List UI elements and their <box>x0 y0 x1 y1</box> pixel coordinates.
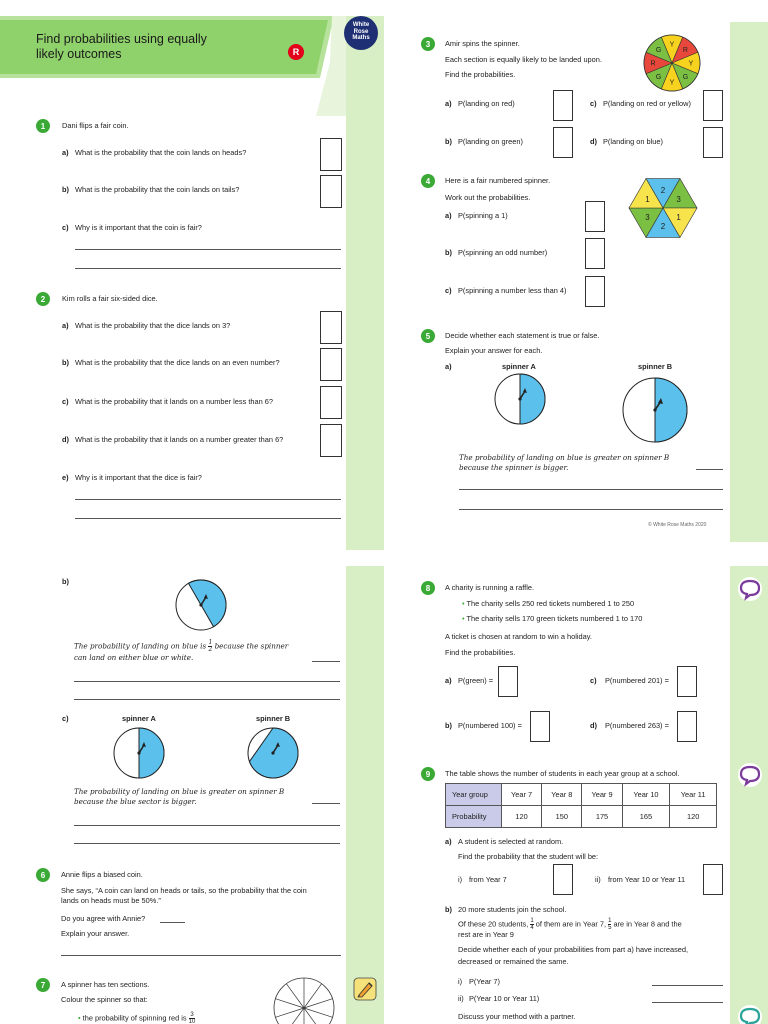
spinner-sector-label: R <box>650 60 656 68</box>
hex-sector-label: 1 <box>645 195 650 204</box>
hexagonal-spinner <box>626 176 700 240</box>
q6-agree-answer-line[interactable] <box>160 922 185 923</box>
q4b-label: b) <box>445 248 452 257</box>
q9b-i-label: i) <box>458 977 463 986</box>
spinner-b-half-blue <box>621 376 689 444</box>
table-cell: Year 10 <box>622 784 670 806</box>
table-cell: Year 11 <box>670 784 717 806</box>
spinner-a-label-c: spinner A <box>122 714 156 723</box>
q6-agree: Do you agree with Annie? <box>61 914 146 923</box>
q3-stem-1: Amir spins the spinner. <box>445 39 520 48</box>
q3b-label: b) <box>445 137 452 146</box>
q2c-text: What is the probability that it lands on a number less than 6? <box>75 397 274 406</box>
q5a-true-false-line[interactable] <box>696 469 723 470</box>
q9b-i-text: P(Year 7) <box>469 977 500 986</box>
eight-section-spinner <box>642 33 702 93</box>
three-tenths-fraction: $\frac{3}{10}$ <box>188 1012 196 1024</box>
q8b-answer-box[interactable] <box>530 711 550 742</box>
q2-stem: Kim rolls a fair six-sided dice. <box>62 294 158 303</box>
hex-sector-label: 3 <box>645 213 650 222</box>
half-fraction: $\frac{1}{2}$ <box>208 639 213 653</box>
q2e-answer-line[interactable] <box>75 499 341 500</box>
page-margin-strip <box>346 566 384 1024</box>
q3d-answer-box[interactable] <box>703 127 723 158</box>
q5-stem-2: Explain your answer for each. <box>445 346 543 355</box>
q2b-label: b) <box>62 358 69 367</box>
q5-stem-1: Decide whether each statement is true or false. <box>445 331 600 340</box>
q4c-label: c) <box>445 286 452 295</box>
q2c-answer-box[interactable] <box>320 386 342 419</box>
speech-bubble-icon <box>737 1004 763 1024</box>
q1b-label: b) <box>62 185 69 194</box>
q3-stem-3: Find the probabilities. <box>445 70 516 79</box>
hex-sector-label: 3 <box>676 195 681 204</box>
q9a-ii-label: ii) <box>595 875 601 884</box>
q5b-label: b) <box>62 577 69 586</box>
q3d-text: P(landing on blue) <box>603 137 663 146</box>
q8a-answer-box[interactable] <box>498 666 518 697</box>
q5c-answer-line[interactable] <box>74 825 340 826</box>
q5a-label: a) <box>445 362 452 371</box>
q9a-i-answer-box[interactable] <box>553 864 573 895</box>
q9a-ii-text: from Year 10 or Year 11 <box>608 875 686 884</box>
question-number-5: 5 <box>421 329 435 343</box>
table-cell: Year 8 <box>542 784 582 806</box>
q8a-text: P(green) = <box>458 676 494 685</box>
q9a-stem: A student is selected at random. <box>458 837 564 846</box>
q7-bullet-1: • the probability of spinning red is $\frac{3}{10}$ <box>78 1012 196 1024</box>
q1c-answer-line[interactable] <box>75 268 341 269</box>
q7-stem-1: A spinner has ten sections. <box>61 980 150 989</box>
q5a-answer-line[interactable] <box>459 509 723 510</box>
quarter-fraction: $\frac{1}{4}$ <box>530 918 534 931</box>
q8b-text: P(numbered 100) = <box>458 721 522 730</box>
q9a-find: Find the probability that the student will be: <box>458 852 599 861</box>
table-cell: 120 <box>670 806 717 828</box>
q8d-label: d) <box>590 721 597 730</box>
q3a-answer-box[interactable] <box>553 90 573 121</box>
q1a-label: a) <box>62 148 69 157</box>
q3c-text: P(landing on red or yellow) <box>603 99 691 108</box>
q5c-label: c) <box>62 714 69 723</box>
q6-answer-line[interactable] <box>61 955 341 956</box>
q3a-label: a) <box>445 99 452 108</box>
question-number-2: 2 <box>36 292 50 306</box>
q8d-answer-box[interactable] <box>677 711 697 742</box>
spinner-a-half-blue <box>493 372 547 426</box>
q1b-answer-box[interactable] <box>320 175 342 208</box>
q2e-label: e) <box>62 473 69 482</box>
q3-stem-2: Each section is equally likely to be landed upon. <box>445 55 602 64</box>
table-header-row <box>446 784 717 806</box>
fifth-fraction: $\frac{1}{5}$ <box>608 918 612 931</box>
q9b-line-4: Decide whether each of your probabilities from part a) have increased, <box>458 945 689 954</box>
q2d-label: d) <box>62 435 69 444</box>
q4-stem-1: Here is a fair numbered spinner. <box>445 176 551 185</box>
q9-discuss: Discuss your method with a partner. <box>458 1012 576 1021</box>
q4b-text: P(spinning an odd number) <box>458 248 548 257</box>
q9b-ii-text: P(Year 10 or Year 11) <box>469 994 540 1003</box>
table-row <box>446 806 717 828</box>
spinner-sector-label: R <box>682 47 688 55</box>
q2b-answer-box[interactable] <box>320 348 342 381</box>
question-number-7: 7 <box>36 978 50 992</box>
q3b-answer-box[interactable] <box>553 127 573 158</box>
spinner-sector-label: Y <box>688 60 694 68</box>
q5b-answer-line[interactable] <box>74 681 340 682</box>
spinner-half-blue-b <box>174 578 228 632</box>
q3d-label: d) <box>590 137 597 146</box>
q8-bullet-1: • The charity sells 250 red tickets numbered 1 to 250 <box>462 599 635 608</box>
table-cell: Year 9 <box>582 784 622 806</box>
header-banner <box>0 16 384 116</box>
q5c-true-false-line[interactable] <box>312 803 340 804</box>
q1a-text: What is the probability that the coin lands on heads? <box>75 148 247 157</box>
q5a-statement: The probability of landing on blue is greater on spinner B because the spinner is bigger. <box>459 453 670 472</box>
q8c-label: c) <box>590 676 597 685</box>
q9b-label: b) <box>445 905 452 914</box>
q5c-statement: The probability of landing on blue is greater on spinner B because the blue sector is bigger. <box>74 787 285 806</box>
q9a-ii-answer-box[interactable] <box>703 864 723 895</box>
table-cell: Year 7 <box>502 784 542 806</box>
table-cell: 120 <box>502 806 542 828</box>
q8-stem: A charity is running a raffle. <box>445 583 535 592</box>
q2a-text: What is the probability that the dice lands on 3? <box>75 321 231 330</box>
q6-explain: Explain your answer. <box>61 929 130 938</box>
q8c-text: P(numbered 201) = <box>605 676 669 685</box>
page-title: Find probabilities using equally likely outcomes <box>36 32 207 61</box>
spinner-a-c <box>112 726 166 780</box>
copyright: © White Rose Maths 2020 <box>648 522 707 528</box>
question-number-3: 3 <box>421 37 435 51</box>
table-cell: 175 <box>582 806 622 828</box>
q9b-line-5: decreased or remained the same. <box>458 957 569 966</box>
ten-section-spinner <box>272 976 336 1024</box>
q9-stem: The table shows the number of students in each year group at a school. <box>445 769 680 778</box>
q9b-line-3: rest are in Year 9 <box>458 930 514 939</box>
q1c-text: Why is it important that the coin is fair? <box>75 223 202 232</box>
q1-stem: Dani flips a fair coin. <box>62 121 129 130</box>
q9a-i-label: i) <box>458 875 463 884</box>
spinner-sector-label: G <box>655 47 662 55</box>
q2b-text: What is the probability that the dice lands on an even number? <box>75 358 280 367</box>
hex-sector-label: 1 <box>676 213 681 222</box>
q3c-answer-box[interactable] <box>703 90 723 121</box>
spinner-b-label-c: spinner B <box>256 714 291 723</box>
q2a-answer-box[interactable] <box>320 311 342 344</box>
q3a-text: P(landing on red) <box>458 99 515 108</box>
q9a-i-text: from Year 7 <box>469 875 507 884</box>
q4b-answer-box[interactable] <box>585 238 605 269</box>
reasoning-badge: R <box>288 44 304 60</box>
spinner-sector-label: Y <box>669 41 675 49</box>
q5c-answer-line[interactable] <box>74 843 340 844</box>
table-cell: Year group <box>446 784 502 806</box>
page-margin-strip <box>346 105 384 550</box>
q9b-ii-label: ii) <box>458 994 464 1003</box>
pencil-icon <box>352 976 378 1002</box>
q8a-label: a) <box>445 676 452 685</box>
q2a-label: a) <box>62 321 69 330</box>
table-cell: 150 <box>542 806 582 828</box>
q6-stem: Annie flips a biased coin. <box>61 870 143 879</box>
q3b-text: P(landing on green) <box>458 137 523 146</box>
q4-stem-2: Work out the probabilities. <box>445 193 531 202</box>
page-margin-strip <box>730 22 768 542</box>
q8d-text: P(numbered 263) = <box>605 721 669 730</box>
q6-quote: She says, “A coin can land on heads or tails, so the probability that the coin lands on heads must be 50%.” <box>61 886 307 905</box>
q7-stem-2: Colour the spinner so that: <box>61 995 148 1004</box>
q4c-answer-box[interactable] <box>585 276 605 307</box>
q5b-answer-line[interactable] <box>74 699 340 700</box>
q1b-text: What is the probability that the coin lands on tails? <box>75 185 240 194</box>
spinner-a-label: spinner A <box>502 362 536 371</box>
q1c-label: c) <box>62 223 69 232</box>
discussion-icon <box>737 576 763 602</box>
q9b-line-2: Of these 20 students, $\frac{1}{4}$ of them are in Year 7, $\frac{1}{5}$ are in Year 8 and the <box>458 918 682 931</box>
q2d-text: What is the probability that it lands on a number greater than 6? <box>75 435 284 444</box>
q5b-true-false-line[interactable] <box>312 661 340 662</box>
spinner-sector-label: G <box>655 73 662 81</box>
q4a-answer-box[interactable] <box>585 201 605 232</box>
page-margin-strip <box>730 566 768 1024</box>
hex-sector-label: 2 <box>660 186 666 195</box>
q2c-label: c) <box>62 397 69 406</box>
question-number-1: 1 <box>36 119 50 133</box>
q4a-label: a) <box>445 211 452 220</box>
discussion-icon <box>737 762 763 788</box>
q1a-answer-box[interactable] <box>320 138 342 171</box>
q8-bullet-2: • The charity sells 170 green tickets numbered 1 to 170 <box>462 614 643 623</box>
spinner-b-label: spinner B <box>638 362 673 371</box>
q1c-answer-line[interactable] <box>75 249 341 250</box>
q2e-text: Why is it important that the dice is fair? <box>75 473 202 482</box>
question-number-8: 8 <box>421 581 435 595</box>
table-cell: 165 <box>622 806 670 828</box>
question-number-4: 4 <box>421 174 435 188</box>
spinner-b-c <box>246 726 300 780</box>
q9a-label: a) <box>445 837 452 846</box>
q8-line-3: A ticket is chosen at random to win a holiday. <box>445 632 592 641</box>
question-number-9: 9 <box>421 767 435 781</box>
q8c-answer-box[interactable] <box>677 666 697 697</box>
white-rose-logo: White Rose Maths <box>344 16 378 50</box>
q5b-statement: The probability of landing on blue is $\frac{1}{2}$ because the spinner can land on either blue or white. <box>74 639 289 662</box>
q4c-text: P(spinning a number less than 4) <box>458 286 567 295</box>
q9b-ii-answer-line[interactable] <box>652 1002 723 1003</box>
question-number-6: 6 <box>36 868 50 882</box>
spinner-sector-label: G <box>682 73 689 81</box>
q2d-answer-box[interactable] <box>320 424 342 457</box>
q9b-stem: 20 more students join the school. <box>458 905 567 914</box>
q4a-text: P(spinning a 1) <box>458 211 508 220</box>
q9b-i-answer-line[interactable] <box>652 985 723 986</box>
q8b-label: b) <box>445 721 452 730</box>
q3c-label: c) <box>590 99 597 108</box>
spinner-sector-label: Y <box>669 79 675 87</box>
hex-sector-label: 2 <box>660 222 666 231</box>
year-group-table <box>445 783 717 828</box>
table-cell: Probability <box>446 806 502 828</box>
q8-line-4: Find the probabilities. <box>445 648 516 657</box>
q5a-answer-line[interactable] <box>459 489 723 490</box>
q2e-answer-line[interactable] <box>75 518 341 519</box>
